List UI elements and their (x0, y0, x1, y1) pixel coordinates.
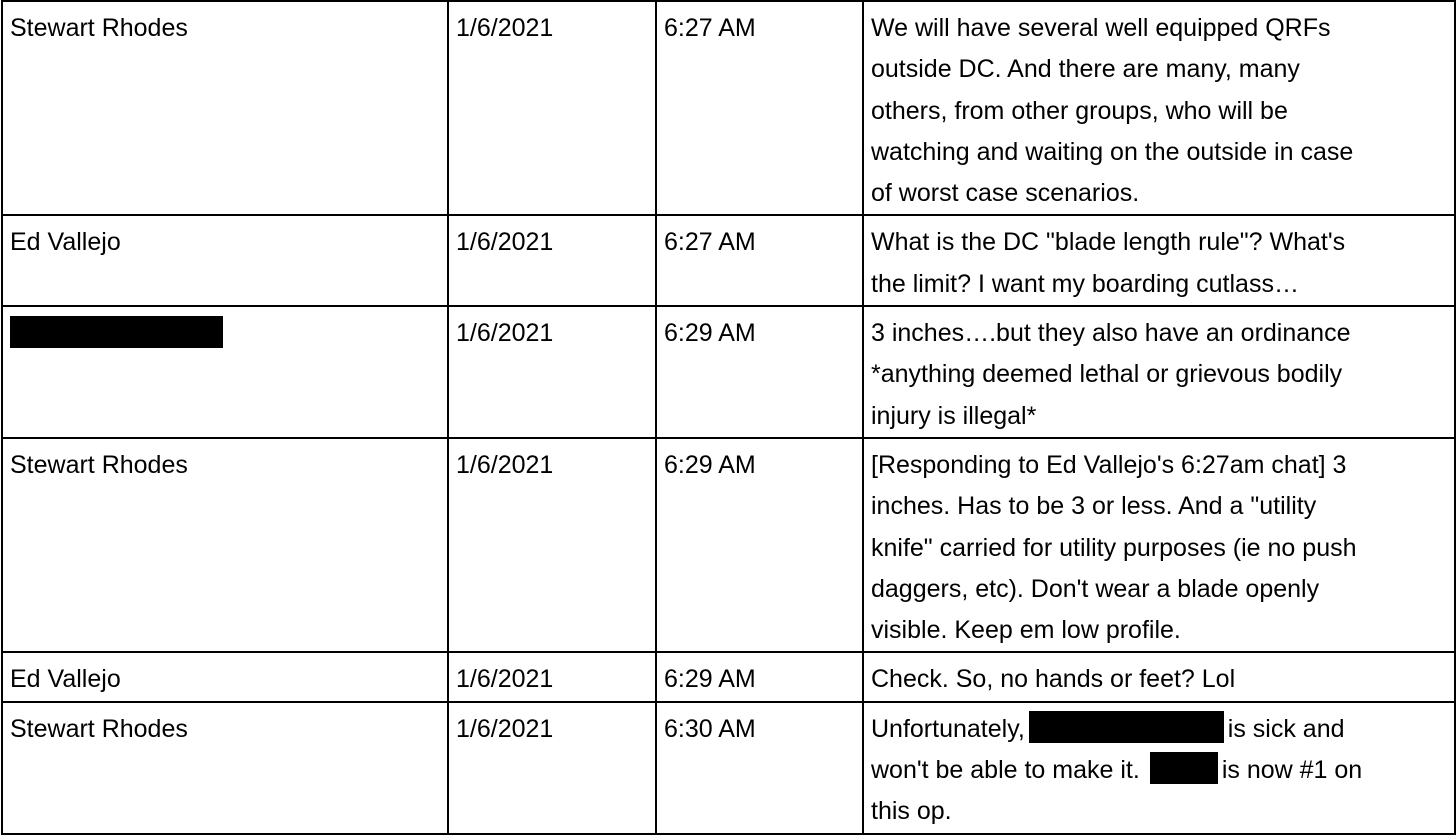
sender-cell: Stewart Rhodes (2, 702, 448, 834)
sender-cell: Stewart Rhodes (2, 1, 448, 215)
message-fragment: won't be able to make it. (871, 756, 1140, 785)
time-cell: 6:27 AM (656, 1, 863, 215)
message-line: *anything deemed lethal or grievous bodily (871, 360, 1343, 389)
date-cell: 1/6/2021 (448, 306, 656, 438)
time-cell: 6:30 AM (656, 702, 863, 834)
message-line: injury is illegal* (871, 401, 1037, 430)
date-cell: 1/6/2021 (448, 1, 656, 215)
message-cell (863, 306, 1455, 438)
message-fragment: is now #1 on (1221, 756, 1363, 785)
message-line: the limit? I want my boarding cutlass… (871, 269, 1299, 298)
redaction-bar (10, 316, 223, 348)
message-line: What is the DC "blade length rule"? What's (871, 228, 1346, 257)
message-fragment: Unfortunately, (871, 714, 1025, 743)
redaction-bar (1029, 711, 1224, 743)
time-cell: 6:27 AM (656, 215, 863, 306)
date-cell: 1/6/2021 (448, 438, 656, 652)
sender-cell: Ed Vallejo (2, 215, 448, 306)
chat-log-table (1, 0, 1456, 835)
table-row (2, 438, 1455, 652)
sender-cell: Stewart Rhodes (2, 438, 448, 652)
table-row (2, 1, 1455, 215)
message-line: others, from other groups, who will be (871, 96, 1288, 125)
sender-cell: Ed Vallejo (2, 652, 448, 701)
message-line: inches. Has to be 3 or less. And a "utility (871, 492, 1317, 521)
table-row (2, 702, 1455, 834)
message-line (871, 709, 1448, 750)
message-line: knife" carried for utility purposes (ie no push (871, 533, 1357, 562)
message-line: watching and waiting on the outside in case (871, 137, 1354, 166)
time-cell: 6:29 AM (656, 306, 863, 438)
time-cell: 6:29 AM (656, 438, 863, 652)
message-line: outside DC. And there are many, many (871, 55, 1300, 84)
message-line: daggers, etc). Don't wear a blade openly (871, 574, 1320, 603)
message-line: this op. (871, 797, 952, 826)
message-cell (863, 702, 1455, 834)
message-cell (863, 215, 1455, 306)
message-cell (863, 1, 1455, 215)
message-cell (863, 438, 1455, 652)
message-line: visible. Keep em low profile. (871, 616, 1181, 645)
message-line: We will have several well equipped QRFs (871, 14, 1331, 42)
message-line: Check. So, no hands or feet? Lol (871, 665, 1236, 694)
message-line (871, 750, 1448, 791)
date-cell: 1/6/2021 (448, 702, 656, 834)
message-line: [Responding to Ed Vallejo's 6:27am chat] 3 (871, 450, 1347, 479)
redaction-bar (1150, 752, 1218, 784)
table-row (2, 215, 1455, 306)
message-line: of worst case scenarios. (871, 179, 1140, 208)
sender-cell (2, 306, 448, 438)
message-cell (863, 652, 1455, 701)
date-cell: 1/6/2021 (448, 215, 656, 306)
message-fragment: is sick and (1227, 714, 1345, 743)
table-row (2, 306, 1455, 438)
time-cell: 6:29 AM (656, 652, 863, 701)
table-row (2, 652, 1455, 701)
message-line: 3 inches….but they also have an ordinance (871, 319, 1351, 348)
date-cell: 1/6/2021 (448, 652, 656, 701)
